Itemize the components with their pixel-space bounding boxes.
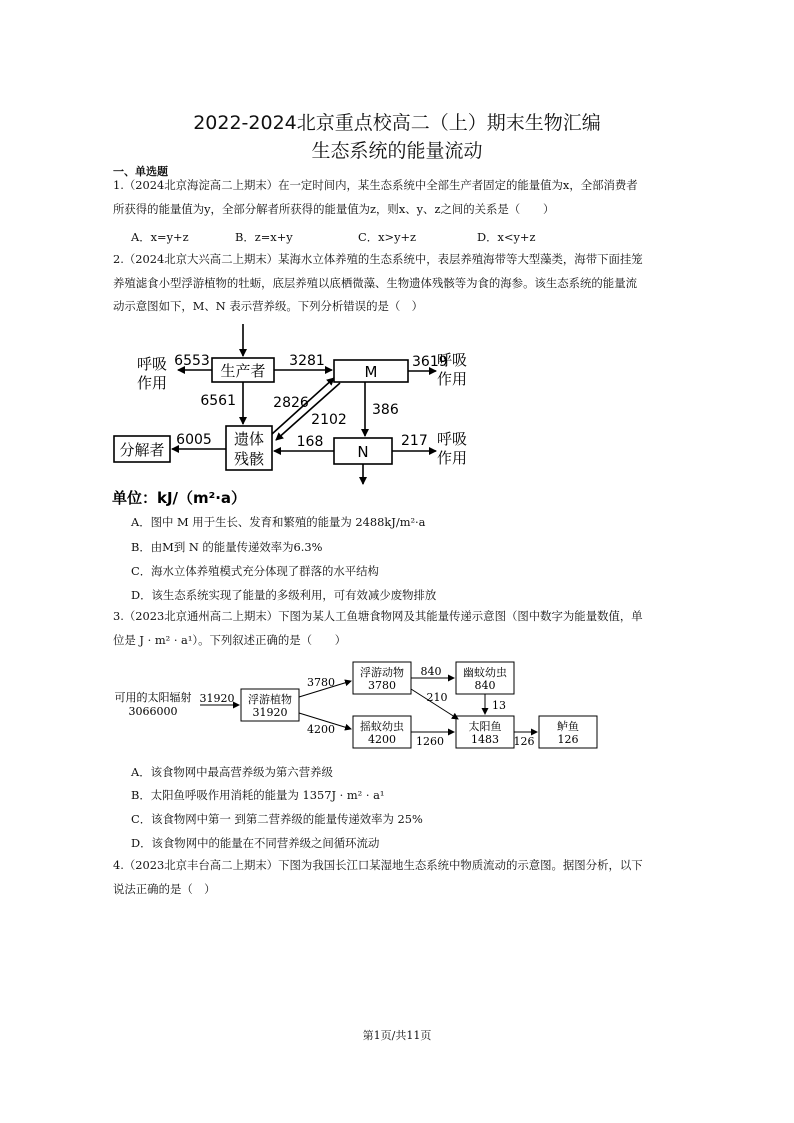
value-6553: 6553 xyxy=(174,353,210,369)
value-2102: 2102 xyxy=(311,412,347,428)
section-heading: 一、单选题 xyxy=(113,165,168,178)
q1-option-c: C．x>y+z xyxy=(358,230,417,244)
zoo-value: 3780 xyxy=(368,679,396,692)
sun-to-phyto-value: 31920 xyxy=(199,692,235,705)
value-6561: 6561 xyxy=(200,393,236,409)
respiration-2-line-2: 作用 xyxy=(437,370,468,388)
sun-label: 可用的太阳辐射 xyxy=(114,691,192,704)
sunfish-name: 太阳鱼 xyxy=(468,720,502,733)
q3-option-d: D．该食物网中的能量在不同营养级之间循环流动 xyxy=(131,836,380,850)
value-6005: 6005 xyxy=(176,432,212,448)
value-2826: 2826 xyxy=(273,395,309,411)
mayfly-to-sunfish-value: 13 xyxy=(492,699,506,712)
producer-label: 生产者 xyxy=(220,362,266,380)
zoo-name: 浮游动物 xyxy=(360,666,404,679)
q2-option-c: C．海水立体养殖模式充分体现了群落的水平结构 xyxy=(131,564,379,578)
mayfly-name: 幽蚊幼虫 xyxy=(463,666,507,679)
energy-flow-diagram xyxy=(108,320,488,520)
sunfish-to-bass-value: 126 xyxy=(513,735,535,748)
question-2-line-3: 动示意图如下，M、N 表示营养级。下列分析错误的是（ ） xyxy=(113,299,424,313)
question-2-line-1: 2.（2024北京大兴高二上期末）某海水立体养殖的生态系统中，表层养殖海带等大型藻类，海带下面挂笼 xyxy=(113,252,643,266)
m-label: M xyxy=(364,363,378,381)
value-3619: 3619 xyxy=(412,354,448,370)
food-web-diagram xyxy=(110,657,610,757)
respiration-1-line-2: 作用 xyxy=(137,374,168,392)
question-4-line-1: 4.（2023北京丰台高二上期末）下图为我国长江口某湿地生态系统中物质流动的示意图。据图分析，以下 xyxy=(113,858,643,872)
larva-to-sunfish-value: 1260 xyxy=(416,735,444,748)
sun-value: 3066000 xyxy=(128,705,178,718)
larva-name: 摇蚊幼虫 xyxy=(360,720,404,733)
phyto-value: 31920 xyxy=(252,706,288,719)
q1-option-b: B．z=x+y xyxy=(235,230,293,244)
phyto-to-larva-value: 4200 xyxy=(307,723,335,736)
page-footer: 第1页/共11页 xyxy=(362,1029,432,1042)
q2-option-b: B．由M到 N 的能量传递效率为6.3% xyxy=(131,540,323,554)
respiration-2-line-1: 呼吸 xyxy=(437,351,468,369)
phyto-name: 浮游植物 xyxy=(248,693,292,706)
decomposer-label: 分解者 xyxy=(119,441,165,459)
question-3-line-2: 位是 J · m² · a¹）。下列叙述正确的是（ ） xyxy=(113,633,347,647)
phyto-to-zoo-value: 3780 xyxy=(307,676,335,689)
value-3281: 3281 xyxy=(289,353,325,369)
q3-option-c: C．该食物网中第一 到第二营养级的能量传递效率为 25% xyxy=(131,812,423,826)
page-title: 2022-2024北京重点校高二（上）期末生物汇编 xyxy=(193,112,601,134)
mayfly-value: 840 xyxy=(474,679,496,692)
unit-label: 单位：kJ/（m²·a） xyxy=(112,489,247,507)
q3-option-a: A．该食物网中最高营养级为第六营养级 xyxy=(131,765,333,779)
q1-option-a: A．x=y+z xyxy=(131,230,189,244)
respiration-1-line-1: 呼吸 xyxy=(137,355,168,373)
q2-option-a: A．图中 M 用于生长、发育和繁殖的能量为 2488kJ/m²·a xyxy=(131,515,426,529)
value-168: 168 xyxy=(296,434,324,450)
question-4-line-2: 说法正确的是（ ） xyxy=(113,882,216,896)
n-label: N xyxy=(357,443,369,461)
bass-name: 鲈鱼 xyxy=(557,720,579,733)
respiration-3-line-2: 作用 xyxy=(437,449,468,467)
value-386: 386 xyxy=(372,402,399,418)
q1-option-d: D．x<y+z xyxy=(477,230,536,244)
question-3-line-1: 3.（2023北京通州高二上期末）下图为某人工鱼塘食物网及其能量传递示意图（图中数字为能量数值，单 xyxy=(113,609,643,623)
zoo-to-mayfly-value: 840 xyxy=(420,665,442,678)
larva-value: 4200 xyxy=(368,733,396,746)
remains-label-1: 遗体 xyxy=(233,430,265,448)
question-2-line-2: 养殖滤食小型浮游植物的牡蛎，底层养殖以底栖微藻、生物遗体残骸等为食的海参。该生态系统的能量流 xyxy=(113,276,637,290)
bass-value: 126 xyxy=(557,733,579,746)
question-1-line-1: 1.（2024北京海淀高二上期末）在一定时间内，某生态系统中全部生产者固定的能量值为x，全部消费者 xyxy=(113,178,638,192)
zoo-to-sunfish-value: 210 xyxy=(426,691,448,704)
sunfish-value: 1483 xyxy=(471,733,499,746)
respiration-3-line-1: 呼吸 xyxy=(437,430,468,448)
q2-option-d: D．该生态系统实现了能量的多级利用，可有效减少废物排放 xyxy=(131,588,437,602)
q3-option-b: B．太阳鱼呼吸作用消耗的能量为 1357J · m² · a¹ xyxy=(131,788,385,802)
remains-label-2: 残骸 xyxy=(233,450,265,468)
page-subtitle: 生态系统的能量流动 xyxy=(311,140,483,162)
question-1-line-2: 所获得的能量值为y，全部分解者所获得的能量值为z，则x、y、z之间的关系是（ ） xyxy=(113,202,555,216)
value-217: 217 xyxy=(401,433,428,449)
